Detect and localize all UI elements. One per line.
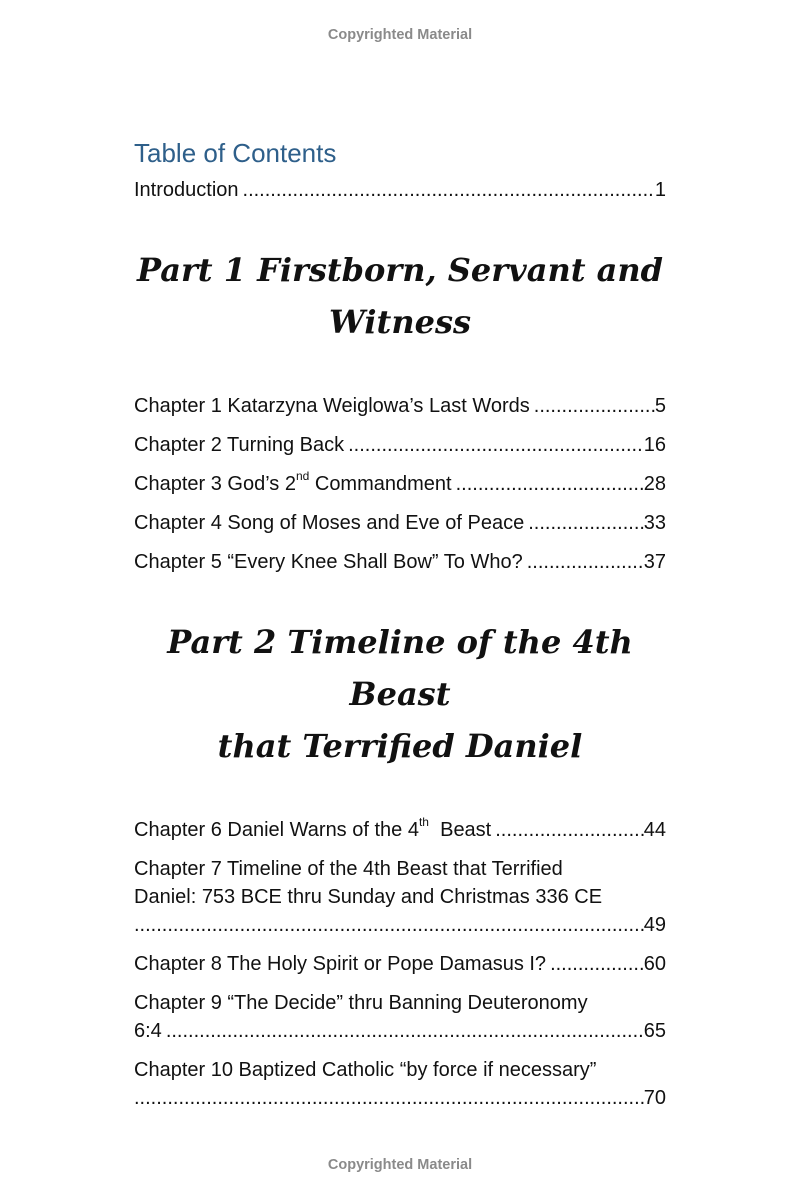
entry-label-line1: Chapter 9 “The Decide” thru Banning Deuteronomy: [134, 992, 588, 1014]
toc-entry-introduction[interactable]: [134, 176, 666, 204]
entry-label-part: Commandment: [309, 473, 452, 495]
toc-page: [134, 138, 666, 1112]
dot-leader: [348, 431, 644, 459]
toc-title: Table of Contents: [134, 138, 337, 168]
entry-page: 5: [654, 395, 666, 417]
entry-page: 44: [643, 819, 666, 841]
toc-entry-chapter-9[interactable]: [134, 989, 666, 1045]
part-1-heading-line2: Witness: [329, 303, 471, 341]
ordinal-suffix: th: [418, 815, 429, 830]
toc-entry-chapter-6[interactable]: [134, 816, 666, 844]
entry-page: 60: [643, 953, 666, 975]
dot-leader: [495, 816, 644, 844]
entry-label-line2: Daniel: 753 BCE thru Sunday and Christmas 336 CE: [134, 886, 603, 908]
entry-label-part: Chapter 3 God’s 2: [134, 473, 296, 495]
entry-page: 37: [643, 551, 666, 573]
entry-label-part: Chapter 6 Daniel Warns of the 4: [134, 819, 419, 841]
dot-leader: [456, 470, 644, 498]
entry-label: Chapter 4 Song of Moses and Eve of Peace: [134, 512, 525, 534]
toc-entry-chapter-7[interactable]: [134, 855, 666, 939]
entry-label: [134, 470, 452, 498]
toc-entry-chapter-10[interactable]: [134, 1056, 666, 1112]
dot-leader: [527, 548, 644, 576]
entry-leader-row: [134, 1084, 666, 1112]
ordinal-suffix: nd: [295, 469, 310, 484]
entry-label: Introduction: [134, 179, 239, 201]
dot-leader: [528, 509, 644, 537]
watermark-bottom: Copyrighted Material: [327, 1157, 473, 1173]
entry-label-part: Beast: [428, 819, 492, 841]
dot-leader: [534, 392, 655, 420]
toc-entry-chapter-5[interactable]: [134, 548, 666, 576]
toc-entry-chapter-8[interactable]: [134, 950, 666, 978]
part-1-heading: [114, 244, 686, 348]
part-2-heading-line2: that Terrified Daniel: [217, 727, 583, 765]
dot-leader: [166, 1017, 644, 1045]
entry-page: 33: [643, 512, 666, 534]
toc-entry-chapter-4[interactable]: [134, 509, 666, 537]
entry-leader-row: [134, 1017, 666, 1045]
dot-leader: [243, 176, 655, 204]
entry-label: [134, 816, 491, 844]
entry-label: Chapter 1 Katarzyna Weiglowa’s Last Words: [134, 395, 530, 417]
part-1-heading-line1: Part 1 Firstborn, Servant and: [137, 251, 663, 289]
toc-entry-chapter-1[interactable]: [134, 392, 666, 420]
entry-page: 16: [643, 434, 666, 456]
entry-page: 65: [643, 1020, 666, 1042]
entry-label: Chapter 5 “Every Knee Shall Bow” To Who?: [134, 551, 523, 573]
entry-label-line2: 6:4: [134, 1020, 162, 1042]
toc-entry-chapter-2[interactable]: [134, 431, 666, 459]
entry-label: Chapter 2 Turning Back: [134, 434, 345, 456]
part-2-heading-line1: Part 2 Timeline of the 4th Beast: [167, 623, 633, 713]
entry-page: 1: [654, 179, 666, 201]
dot-leader: [550, 950, 644, 978]
entry-page: 28: [643, 473, 666, 495]
toc-entry-chapter-3[interactable]: [134, 470, 666, 498]
part-2-heading: [114, 616, 686, 772]
watermark-top: Copyrighted Material: [327, 27, 473, 43]
dot-leader: [134, 1084, 644, 1112]
dot-leader: [134, 911, 644, 939]
entry-page: 70: [643, 1087, 666, 1109]
entry-label-line1: Chapter 10 Baptized Catholic “by force if necessary”: [134, 1059, 597, 1081]
entry-page: 49: [643, 914, 666, 936]
entry-label-line1: Chapter 7 Timeline of the 4th Beast that Terrified: [134, 858, 563, 880]
entry-label: Chapter 8 The Holy Spirit or Pope Damasus I?: [134, 953, 547, 975]
entry-leader-row: [134, 911, 666, 939]
